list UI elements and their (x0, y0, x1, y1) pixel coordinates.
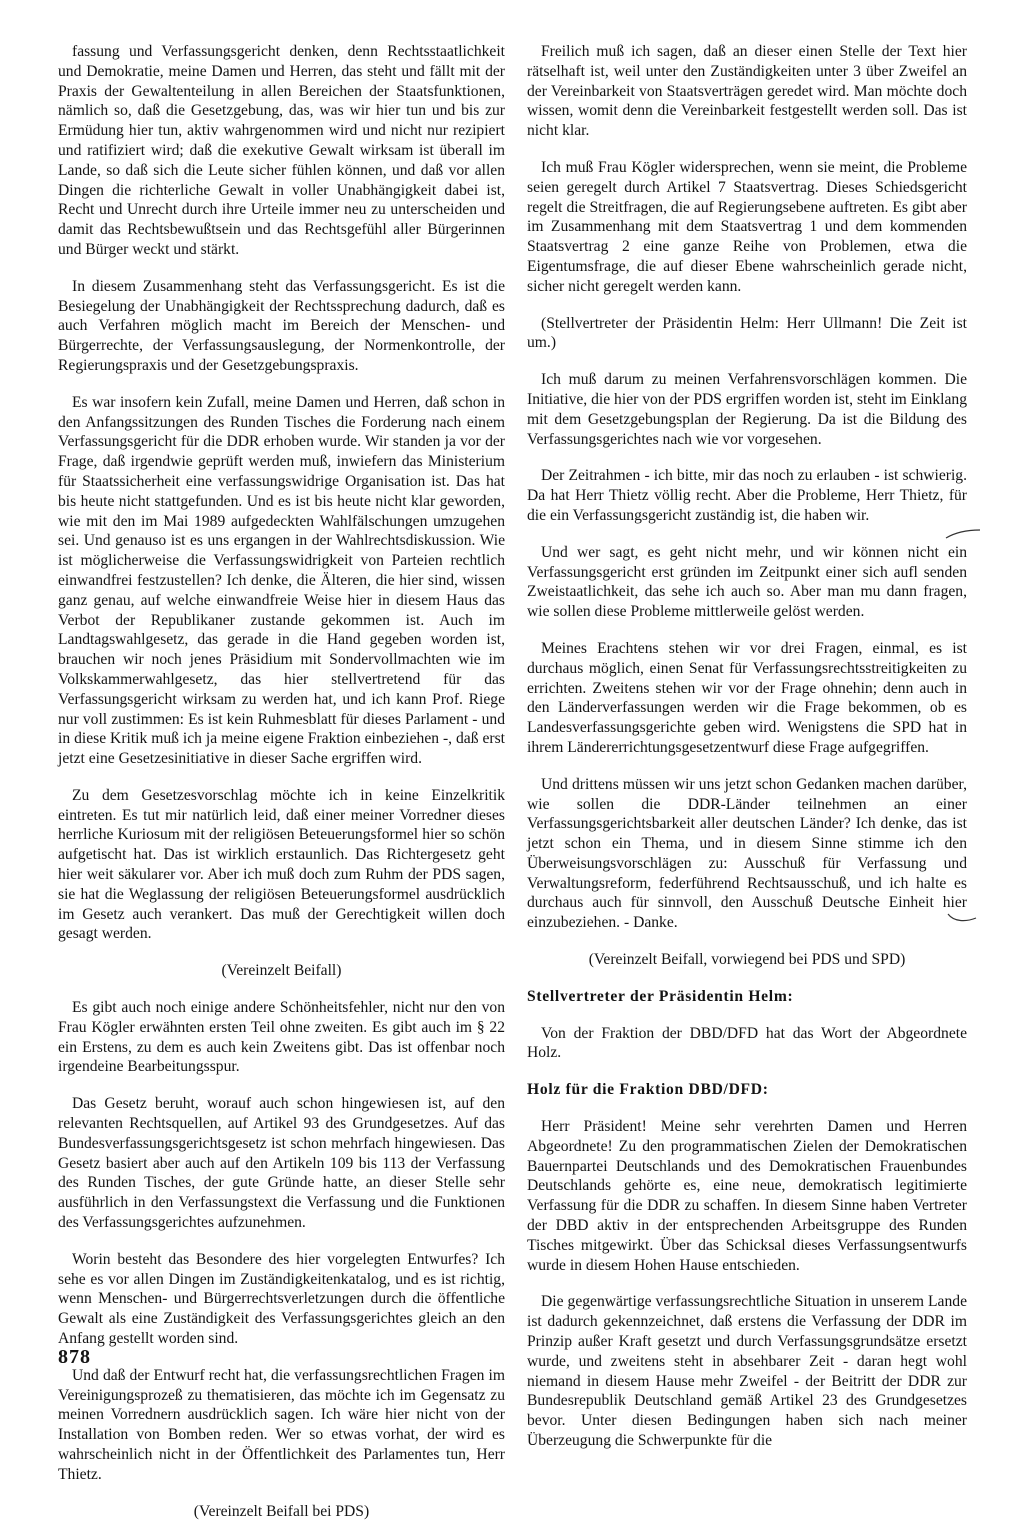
paragraph: Es war insofern kein Zufall, meine Damen und Herren, daß schon in den Anfangssitzungen des Runden Tisches die Forderung nach einem Verfassungsgericht für die DDR erhoben wurde. Wir standen ja vor der Frage, daß irgendwie geprüft werden muß, inwiefern das Ministerium für Staatssicherheit eine verfassungswidrige Organisation ist. Das hat bis heute nicht stattgefunden. Und es ist bis heute nicht klar geworden, wie mit den im Mai 1989 aufgedeckten Wahlfälschungen umzugehen sei. Und genauso ist es uns ergangen in der Wahlrechtsdiskussion. Wie ist möglicherweise die Verfassungswidrigkeit von Parteien rechtlich einwandfrei festzustellen? Ich denke, die Älteren, die hier sind, wissen ganz genau, auf welche einwandfreie Weise hier in diesem Haus das Verbot der Republikaner zustande gekommen ist. Auch im Landtagswahlgesetz, das gerade in die Hand gegeben worden ist, brauchen wir noch jenes Präsidium mit Sondervollmachten wie im Volkskammerwahlgesetz, das hier stellvertretend für das Verfassungsgericht wirksam zu werden hat, und ich kann Prof. Riege nur voll zustimmen: Es ist kein Ruhmesblatt für dieses Parlament - und in diese Kritik muß ich ja meine eigene Fraktion einbeziehen -, daß erst jetzt eine Gesetzesinitiative in dieser Sache ergriffen wird. (58, 393, 505, 768)
paragraph: Die gegenwärtige verfassungsrechtliche Situation in unserem Lande ist dadurch gekennzeichnet, daß erstens die Verfassung der DDR im Prinzip außer Kraft gesetzt und durch Verfassungsgrundsätze ersetzt wurde, und zweitens steht in absehbarer Zeit - daran hegt wohl niemand in diesem Hause mehr Zweifel - der Beitritt der DDR zur Bundesrepublik Deutschland gemäß Artikel 23 des Grundgesetzes bevor. Unter diesen Bedingungen haben sich nach meiner Überzeugung die Schwerpunkte für die (527, 1293, 967, 1450)
paragraph: Und drittens müssen wir uns jetzt schon Gedanken machen darüber, wie sollen die DDR-Länder teilnehmen an einer Verfassungsgerichtsbarkeit aller deutschen Länder? Ich denke, das ist jetzt schon ein Thema, und in diesem Sinne stimme ich den Überweisungsvorschlägen zu: Ausschuß für Verfassung und Verwaltungsreform, federführend Rechtsausschuß, und ich halte es durchaus auch für sinnvoll, den Ausschuß Deutsche Einheit hier einzubeziehen. - Danke. (527, 775, 967, 932)
applause-note: (Vereinzelt Beifall, vorwiegend bei PDS und SPD) (588, 951, 906, 969)
right-column (527, 42, 967, 1468)
paragraph: Worin besteht das Besondere des hier vorgelegten Entwurfes? Ich sehe es vor allen Dingen im Zuständigkeitenkatalog, und es ist richtig, wenn Menschen- und Bürgerrechtsverletzungen durch die öffentliche Gewalt als eine Zuständigkeit des Verfassungsgerichtes gleich an den Anfang gestellt worden sind. (58, 1250, 505, 1348)
paragraph: Das Gesetz beruht, worauf auch schon hingewiesen ist, auf den relevanten Rechtsquellen, auf Artikel 93 des Grundgesetzes. Auf das Bundesverfassungsgerichtsgesetz ist schon mehrfach hingewiesen. Das Gesetz basiert aber auch auf den Artikeln 109 bis 113 der Verfassung des Runden Tisches, der gute Gründe hatte, an dieser Stelle sehr ausführlich in den Verfassungstext die Verfassung und die Funktionen des Verfassungsgerichtes aufzunehmen. (58, 1095, 505, 1232)
speaker-heading: Stellvertreter der Präsidentin Helm: (527, 987, 794, 1005)
paragraph: Freilich muß ich sagen, daß an dieser einen Stelle der Text hier rätselhaft ist, weil unter den Zuständigkeiten unter 3 über Zweifel an der Vereinbarkeit von Staatsverträgen geredet wird. Man möchte doch wissen, womit denn die Vereinbarkeit festgestellt werden soll. Das ist nicht klar. (527, 43, 967, 140)
paragraph: Und daß der Entwurf recht hat, die verfassungsrechtlichen Fragen im Vereinigungsprozeß zu thematisieren, das möchte ich im Gegensatz zu meinen Vorrednern ausdrücklich sagen. Ich wäre hier nicht von der Installation von Bomben reden. Wer so etwas vorhat, der wird es wahrscheinlich nicht in der Öffentlichkeit des Parlamentes tun, Herr Thietz. (58, 1366, 505, 1483)
pen-mark-scribble (946, 908, 980, 928)
paragraph: Zu dem Gesetzesvorschlag möchte ich in keine Einzelkritik eintreten. Es tut mir natürlich leid, daß einer meiner Vorredner dieses herrliche Kuriosum mit der religiösen Beteuerungsformel hier so schön aufgetischt hat. Das ist wirklich erstaunlich. Das Richtergesetz geht hier weit säkularer vor. Aber ich muß doch zum Ruhm der PDS sagen, sie hat die Weglassung der religiösen Beteuerungsformel ausdrücklich im Gesetz auch verankert. Das muß der Gerechtigkeit willen doch gesagt werden. (58, 786, 505, 943)
paragraph: Der Zeitrahmen - ich bitte, mir das noch zu erlauben - ist schwierig. Da hat Herr Thietz völlig recht. Aber die Probleme, Herr Thietz, für die ein Verfassungsgericht zuständig ist, die haben wir. (527, 467, 967, 524)
paragraph: Herr Präsident! Meine sehr verehrten Damen und Herren Abgeordnete! Zu den programmatischen Zielen der Demokratischen Bauernpartei Deutschlands und des Demokratischen Frauenbundes Deutschlands gehörte es, eine neue, demokratisch legitimierte Verfassung für die DDR zu schaffen. In diesem Sinne haben Vertreter der DBD aktiv in der entsprechenden Arbeitsgruppe des Runden Tisches mitgewirkt. Über das Schicksal dieses Verfassungsentwurfs wurde in diesem Hohen Hause entschieden. (527, 1118, 967, 1274)
paragraph: Von der Fraktion der DBD/DFD hat das Wort der Abgeordnete Holz. (527, 1024, 967, 1062)
paragraph: In diesem Zusammenhang steht das Verfassungsgericht. Es ist die Besiegelung der Unabhängigkeit der Rechtssprechung dadurch, daß es auch Verfahren möglich macht im Bereich der Menschen- und Bürgerrechte, der Verfassungsauslegung, der Normenkontrolle, der Regierungspraxis und der Gesetzgebungspraxis. (58, 277, 505, 374)
applause-note: (Vereinzelt Beifall) (221, 962, 342, 980)
left-column (58, 42, 505, 1538)
speaker-heading: Holz für die Fraktion DBD/DFD: (527, 1081, 769, 1099)
paragraph: Es gibt auch noch einige andere Schönheitsfehler, nicht nur den von Frau Kögler erwähnten ersten Teil ohne zweiten. Es gibt auch im § 22 ein Erstens, zu dem es auch kein Zweitens gibt. Das ist offenbar noch irgendeine Bearbeitungsspur. (58, 999, 505, 1076)
pen-mark-scribble (944, 526, 984, 546)
paragraph: Ich muß Frau Kögler widersprechen, wenn sie meint, die Probleme seien geregelt durch Artikel 7 Staatsvertrag. Dieses Schiedsgericht regelt die Streitfragen, die auf Regierungsebene auftreten. Es gibt aber im Zusammenhang mit dem Staatsvertrag 1 und dem kommenden Staatsvertrag 2 eine ganze Reihe von Problemen, etwa die Eigentumsfrage, die auf dieser Ebene wahrscheinlich gerade nicht, sicher nicht geregelt werden kann. (527, 158, 967, 295)
paragraph: Und wer sagt, es geht nicht mehr, und wir können nicht ein Verfassungsgericht erst gründen im Zeitpunkt einer sich aufl senden Zweistaatlichkeit, das sehe ich auch so. Aber man mu dann fragen, wie sollen diese Probleme mittlerweile gelöst werden. (527, 543, 967, 621)
paragraph: fassung und Verfassungsgericht denken, denn Rechtsstaatlichkeit und Demokratie, meine Damen und Herren, das steht und fällt mit der Praxis der Gewaltenteilung in allen Bereichen der Staatsfunktionen, nämlich so, daß die Gesetzgebung, das, was wir hier tun und bis zur Ermüdung hier tun, aktiv wahrgenommen wird und nicht nur rezipiert und ratifiziert wird; daß die exekutive Gewalt wirksam ist überall im Lande, so daß sich die Leute sicher fühlen können, und daß vor allen Dingen die richterliche Gewalt in voller Unabhängigkeit dabei ist, Recht und Unrecht durch ihre Urteile immer neu zu unterscheiden und damit das Rechtsbewußtsein und das Rechtsgefühl aller Bürgerinnen und Bürger weckt und stärkt. (58, 43, 505, 258)
paragraph: (Stellvertreter der Präsidentin Helm: Herr Ullmann! Die Zeit ist um.) (527, 314, 967, 352)
page-number: 878 (58, 1346, 91, 1368)
paragraph: Meines Erachtens stehen wir vor drei Fragen, einmal, es ist durchaus möglich, einen Senat für Verfassungsrechtsstreitigkeiten zu errichten. Zweitens stehen wir vor der Frage ohnehin; denn auch in den Länderverfassungen werden wir die Frage bekommen, ob es Landesverfassungsgerichte geben wird. Wenigstens die SPD hat in ihrem Ländererrichtungsgesetzentwurf diese Frage aufgegriffen. (527, 639, 967, 756)
applause-note: (Vereinzelt Beifall bei PDS) (193, 1502, 370, 1520)
paragraph: Ich muß darum zu meinen Verfahrensvorschlägen kommen. Die Initiative, die hier von der PDS ergriffen worden ist, steht im Einklang mit dem Gesetzgebungsplan der Regierung. Da ist die Bildung des Verfassungsgerichtes nach wie vor vorgesehen. (527, 371, 967, 448)
